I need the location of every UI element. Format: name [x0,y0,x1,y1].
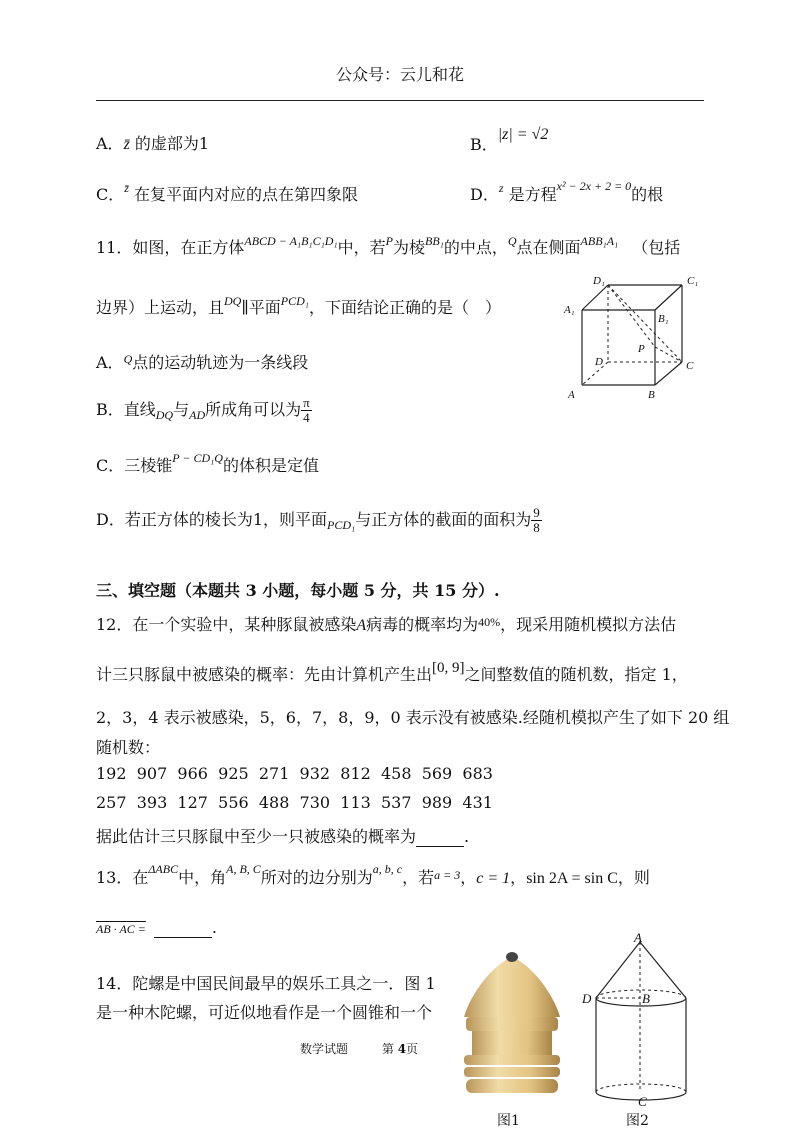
top-ring [464,1067,560,1077]
math: ABCD − A₁B₁C₁D₁ [244,234,338,248]
text: 11．如图，在正方体 [96,238,245,257]
text: ，下面结论正确的是（ ） [308,298,501,317]
option-label: A． [96,134,124,153]
option-text: 是方程 [508,185,557,204]
footer-page-post: 页 [406,1042,419,1056]
text: ∥平面 [241,298,281,317]
text: 的中点， [443,238,508,257]
q14-line2: 是一种木陀螺，可近似地看作是一个圆锥和一个 [96,1003,433,1022]
option-value: 1 [198,134,210,153]
text: . [464,827,470,846]
q12-line1 [96,612,676,635]
label-d: D [595,356,603,368]
text: 边界）上运动，且 [96,298,225,317]
hidden-edge [608,285,655,347]
cone-cylinder-figure [578,930,703,1110]
section-title: 三、填空题（本题共 3 小题，每小题 5 分，共 15 分）. [96,581,500,600]
footer-subject: 数学试题 [300,1042,349,1056]
page-header: 公众号：云儿和花 [335,65,464,84]
option-text: 的体积是定值 [222,456,319,475]
q12-random-row-2: 257 393 127 556 488 730 113 537 989 431 [96,793,493,812]
math: [0, 9] [432,660,465,676]
math-vector-dot: AB · AC = [96,922,146,936]
q13-line1 [96,862,650,888]
text: 所对的边分别为 [260,868,373,887]
q11-option-b [96,396,312,425]
text: 据此估计三只豚鼠中至少一只被感染的概率为 [96,827,417,846]
text: 病毒的概率均为 [366,615,479,634]
edge [582,285,608,310]
edge [655,362,682,385]
fraction-9-over-8 [531,506,542,535]
header-rule [96,100,704,101]
numerator: π [303,395,310,410]
figure-1-caption: 图1 [497,1113,520,1129]
math: 40% [478,615,501,629]
top-base [466,1079,558,1093]
q10-option-a [96,131,209,154]
q12-line5 [96,824,469,847]
q11-stem-line2 [96,295,501,318]
math: Q [507,234,517,248]
top-body [472,1031,552,1055]
text: 点在侧面 [516,238,581,257]
math: ABB₁A₁ [580,234,619,248]
label-b: B [648,389,655,401]
text: 之间整数值的随机数，指定 1， [464,665,688,684]
label-c: C [686,360,694,372]
q11-option-d [96,506,542,535]
text: ，若 [402,868,435,887]
label-p: P [638,343,645,355]
q10-option-d [470,179,664,205]
label-b1: B₁ [658,313,669,325]
q12-random-row-1: 192 907 966 925 271 932 812 458 569 683 [96,764,493,783]
answer-blank[interactable] [154,918,212,938]
page-footer [300,1040,418,1057]
math: z̄ [124,181,129,195]
q14-line1: 14．陀螺是中国民间最早的娱乐工具之一．图 1 [96,974,436,993]
math: DQ [224,294,242,308]
denominator: 8 [533,520,540,535]
option-label: A． [96,353,124,372]
label-d: D [582,991,592,1006]
footer-page-number: 4 [397,1042,407,1056]
math: x² − 2x + 2 = 0 [556,179,632,193]
denominator: 4 [303,410,310,425]
cone-edge [640,942,686,998]
label-a: A [634,930,642,945]
math: c = 1 [476,870,511,887]
q10-option-b [470,124,549,154]
edge [655,285,682,310]
option-label: C． [96,185,125,204]
text: 为棱 [392,238,425,257]
math: z [498,181,504,195]
text: ，则 [617,868,650,887]
q12-line2 [96,662,688,685]
label-a1: A₁ [564,304,575,316]
numerator: 9 [533,505,540,520]
math: PCD₁ [280,294,309,308]
fraction-pi-over-4 [301,396,312,425]
text: 中，若 [337,238,386,257]
hidden-edge [655,347,682,362]
math: |z| = √2 [497,126,549,143]
label-c1: C₁ [687,275,699,287]
text: . [211,918,217,937]
option-text: 在复平面内对应的点在第四象限 [134,185,359,204]
wooden-top-figure [452,945,572,1115]
q12-line3: 2，3，4 表示被感染，5，6，7，8，9，0 表示没有被感染.经随机模拟产生了如下 20 组 [96,708,730,727]
top-cone [464,957,560,1017]
option-text: 所成角可以为 [205,400,302,419]
label-b: B [642,991,650,1006]
math: a, b, c [372,862,403,876]
math: P [385,234,393,248]
math: P − CD₁Q [172,451,223,465]
text: 计三只豚鼠中被感染的概率：先由计算机产生出 [96,665,433,684]
ellipse-back [596,990,686,998]
q11-option-a [96,350,308,373]
math: ΔABC [148,862,179,876]
math: DQ [155,408,174,422]
math: z̄ [123,136,130,153]
text: ， [460,868,477,887]
math: A [356,617,367,634]
q12-line4: 随机数： [96,738,161,757]
text: ， [510,868,527,887]
cube-figure [555,270,715,410]
text: 13．在 [96,868,149,887]
math: Q [123,352,133,366]
math: AD [189,408,206,422]
math: A, B, C [226,862,261,876]
q10-option-c [96,182,358,205]
math: PCD₁ [327,518,356,532]
top-ring [466,1017,558,1031]
text: （包括 [632,238,681,257]
text: 12．在一个实验中，某种豚鼠被感染 [96,615,357,634]
hidden-edge [608,285,682,362]
text: ，现采用随机模拟方法估 [500,615,677,634]
footer-page-pre: 第 [381,1042,394,1056]
option-label: B． [470,135,498,154]
math: BB₁ [424,234,444,248]
answer-blank[interactable] [416,827,464,847]
label-a: A [568,389,575,401]
label-c: C [638,1094,647,1109]
q11-option-c [96,453,319,476]
top-tip [506,952,518,962]
option-text: 的根 [631,185,664,204]
option-label: D． [470,185,499,204]
math: a = 3 [434,868,461,882]
option-label: B．直线 [96,400,156,419]
math: sin 2A = sin C [526,870,618,887]
figure-2-caption: 图2 [626,1113,649,1129]
option-label: C．三棱锥 [96,456,173,475]
q11-stem-line1 [96,235,680,258]
ellipse-back [596,1084,686,1092]
option-text: 与正方体的截面的面积为 [355,510,532,529]
option-text: 的虚部为 [134,134,199,153]
option-label: D．若正方体的棱长为1，则平面 [96,510,328,529]
q13-line2 [96,918,217,938]
option-text: 点的运动轨迹为一条线段 [132,353,309,372]
text: 中，角 [178,868,227,887]
label-d1: D₁ [593,275,605,287]
cone-edge [596,942,640,998]
ellipse-front [596,998,686,1006]
option-text: 与 [173,400,190,419]
top-ring [464,1055,560,1065]
